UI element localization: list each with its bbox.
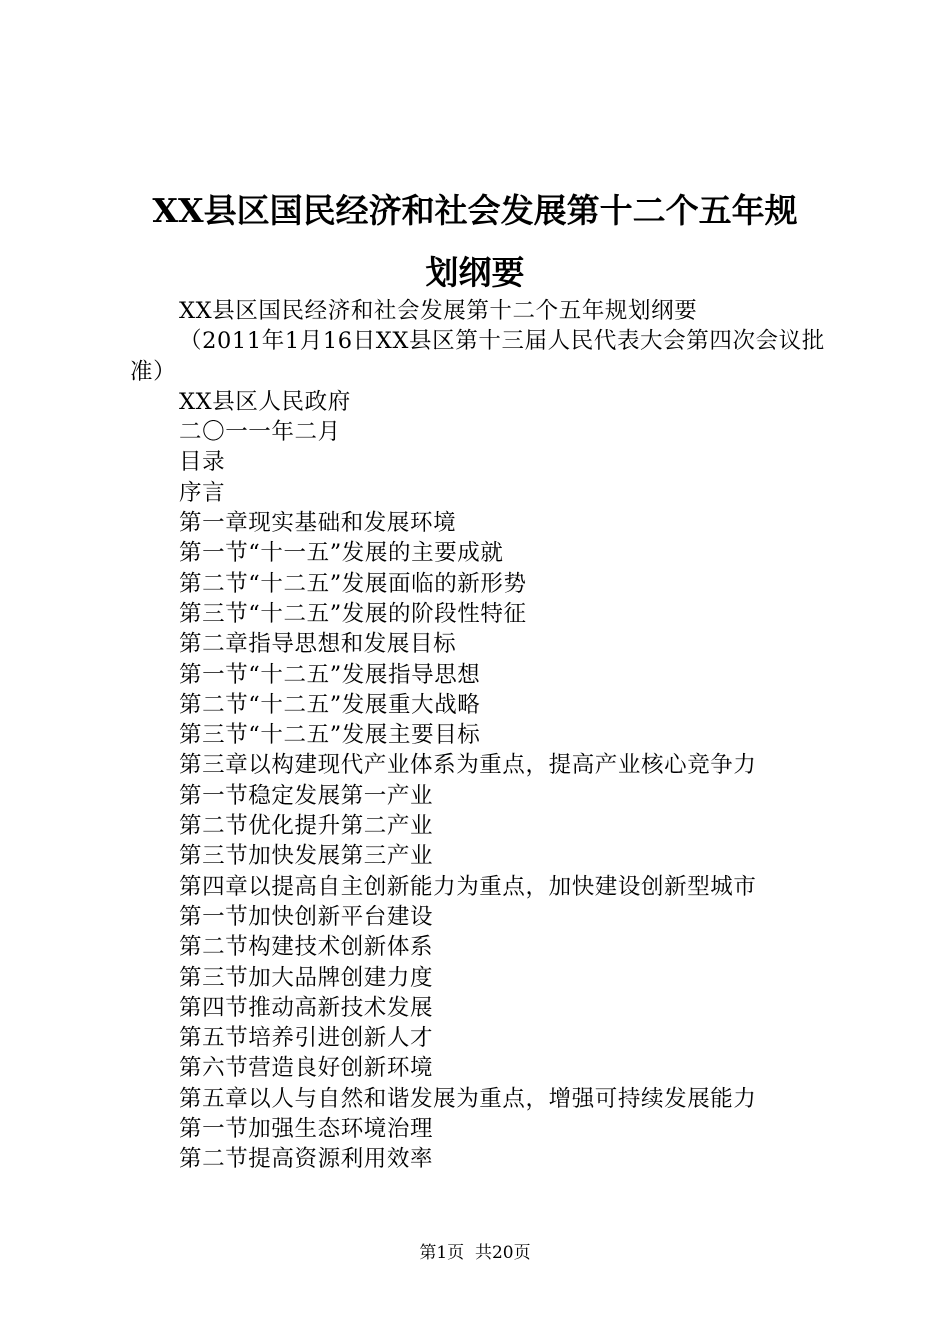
toc-item: 第一节“十二五”发展指导思想 [179, 661, 481, 688]
toc-item: 第三节加快发展第三产业 [179, 843, 434, 870]
subtitle: XX县区国民经济和社会发展第十二个五年规划纲要 [179, 298, 698, 324]
toc-item: 第二节构建技术创新体系 [179, 934, 434, 961]
toc-item: 第二节“十二五”发展面临的新形势 [179, 570, 527, 597]
issue-date: 二〇一一年二月 [179, 419, 341, 446]
toc-item: 第一章现实基础和发展环境 [179, 510, 457, 537]
toc-item: 第三节“十二五”发展的阶段性特征 [179, 600, 527, 627]
toc-item: 第三章以构建现代产业体系为重点，提高产业核心竞争力 [179, 752, 757, 779]
issuer: XX县区人民政府 [179, 388, 351, 415]
toc-item: 第一节加快创新平台建设 [179, 903, 434, 930]
approval-note: （2011年1月16日XX县区第十三届人民代表大会第四次会议批准） [130, 328, 825, 385]
toc-item: 第六节营造良好创新环境 [179, 1055, 434, 1082]
toc-item: 第一节加强生态环境治理 [179, 1116, 434, 1143]
toc-item: 第二章指导思想和发展目标 [179, 631, 457, 658]
toc-item: 第五章以人与自然和谐发展为重点，增强可持续发展能力 [179, 1085, 757, 1112]
document-title [130, 180, 820, 304]
document-body [130, 296, 830, 1175]
toc-item: 第四节推动高新技术发展 [179, 994, 434, 1021]
toc-item: 第四章以提高自主创新能力为重点，加快建设创新型城市 [179, 873, 757, 900]
toc-item: 第二节“十二五”发展重大战略 [179, 691, 481, 718]
table-of-contents [130, 478, 830, 1175]
toc-item: 第二节优化提升第二产业 [179, 813, 434, 840]
toc-item: 序言 [179, 479, 226, 506]
title-line-1: XX县区国民经济和社会发展第十二个五年规 [152, 191, 798, 230]
toc-item: 第三节“十二五”发展主要目标 [179, 722, 481, 749]
toc-item: 第三节加大品牌创建力度 [179, 964, 434, 991]
toc-heading: 目录 [179, 449, 226, 476]
toc-item: 第二节提高资源利用效率 [179, 1146, 434, 1173]
page-footer: 第1页 共20页 [419, 1243, 531, 1263]
toc-item: 第一节稳定发展第一产业 [179, 782, 434, 809]
toc-item: 第五节培养引进创新人才 [179, 1025, 434, 1052]
toc-item: 第一节“十一五”发展的主要成就 [179, 540, 504, 567]
title-line-2: 划纲要 [425, 253, 525, 292]
